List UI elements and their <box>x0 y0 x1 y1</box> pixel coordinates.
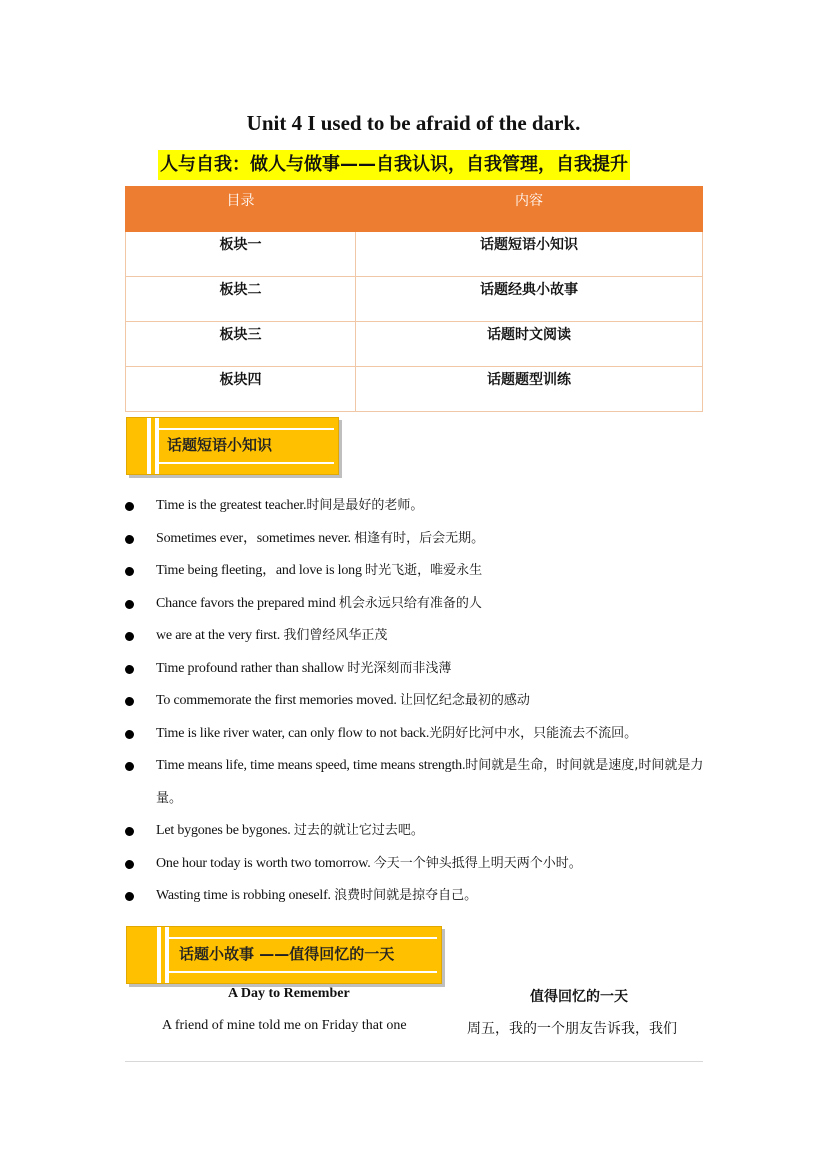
bullet-icon <box>125 697 134 706</box>
list-item: Time is the greatest teacher.时间是最好的老师。 <box>125 490 715 523</box>
page-divider <box>125 1061 703 1062</box>
section-cell: 板块二 <box>126 277 356 322</box>
list-item: Time profound rather than shallow 时光深刻而非浅薄 <box>125 653 715 686</box>
contents-table <box>125 186 703 412</box>
list-item: we are at the very first. 我们曾经风华正茂 <box>125 620 715 653</box>
bullet-icon <box>125 665 134 674</box>
list-item: Time means life, time means speed, time means strength.时间就是生命，时间就是速度,时间就是力量。 <box>125 750 715 815</box>
story-title-en: A Day to Remember <box>228 986 350 1001</box>
bullet-icon <box>125 892 134 901</box>
list-item: One hour today is worth two tomorrow. 今天一个钟头抵得上明天两个小时。 <box>125 848 715 881</box>
bullet-icon <box>125 632 134 641</box>
banner-label: 话题小故事 ——值得回忆的一天 <box>179 945 395 963</box>
header-cell-content: 内容 <box>356 187 703 232</box>
bullet-icon <box>125 600 134 609</box>
phrase-list <box>125 490 715 913</box>
banner-label: 话题短语小知识 <box>167 436 273 454</box>
bullet-icon <box>125 860 134 869</box>
content-cell: 话题题型训练 <box>356 367 703 412</box>
section-banner-story <box>126 926 442 984</box>
section-cell: 板块一 <box>126 232 356 277</box>
bullet-icon <box>125 567 134 576</box>
section-cell: 板块三 <box>126 322 356 367</box>
list-item: Time is like river water, can only flow to not back.光阴好比河中水，只能流去不流回。 <box>125 718 715 751</box>
bullet-icon <box>125 535 134 544</box>
section-cell: 板块四 <box>126 367 356 412</box>
list-item: Chance favors the prepared mind 机会永远只给有准备的人 <box>125 588 715 621</box>
content-cell: 话题短语小知识 <box>356 232 703 277</box>
table-row <box>126 232 703 277</box>
bullet-icon <box>125 502 134 511</box>
list-item: Sometimes ever，sometimes never. 相逢有时，后会无期。 <box>125 523 715 556</box>
table-row <box>126 277 703 322</box>
table-row <box>126 367 703 412</box>
theme-subtitle: 人与自我：做人与做事——自我认识，自我管理，自我提升 <box>158 150 630 180</box>
story-title-zh: 值得回忆的一天 <box>530 989 628 1005</box>
document-title: Unit 4 I used to be afraid of the dark. <box>246 111 581 135</box>
bullet-icon <box>125 827 134 836</box>
table-row <box>126 322 703 367</box>
bullet-icon <box>125 730 134 739</box>
list-item: Time being fleeting，and love is long 时光飞逝，唯爱永生 <box>125 555 715 588</box>
content-cell: 话题经典小故事 <box>356 277 703 322</box>
table-header-row <box>126 187 703 232</box>
list-item: Let bygones be bygones. 过去的就让它过去吧。 <box>125 815 715 848</box>
list-item: Wasting time is robbing oneself. 浪费时间就是掠夺自己。 <box>125 880 715 913</box>
section-banner-phrases <box>126 417 339 475</box>
header-cell-catalog: 目录 <box>126 187 356 232</box>
story-text-en: A friend of mine told me on Friday that one <box>162 1018 407 1033</box>
content-cell: 话题时文阅读 <box>356 322 703 367</box>
bullet-icon <box>125 762 134 771</box>
story-text-zh: 周五，我的一个朋友告诉我，我们 <box>467 1021 677 1037</box>
list-item: To commemorate the first memories moved. 让回忆纪念最初的感动 <box>125 685 715 718</box>
